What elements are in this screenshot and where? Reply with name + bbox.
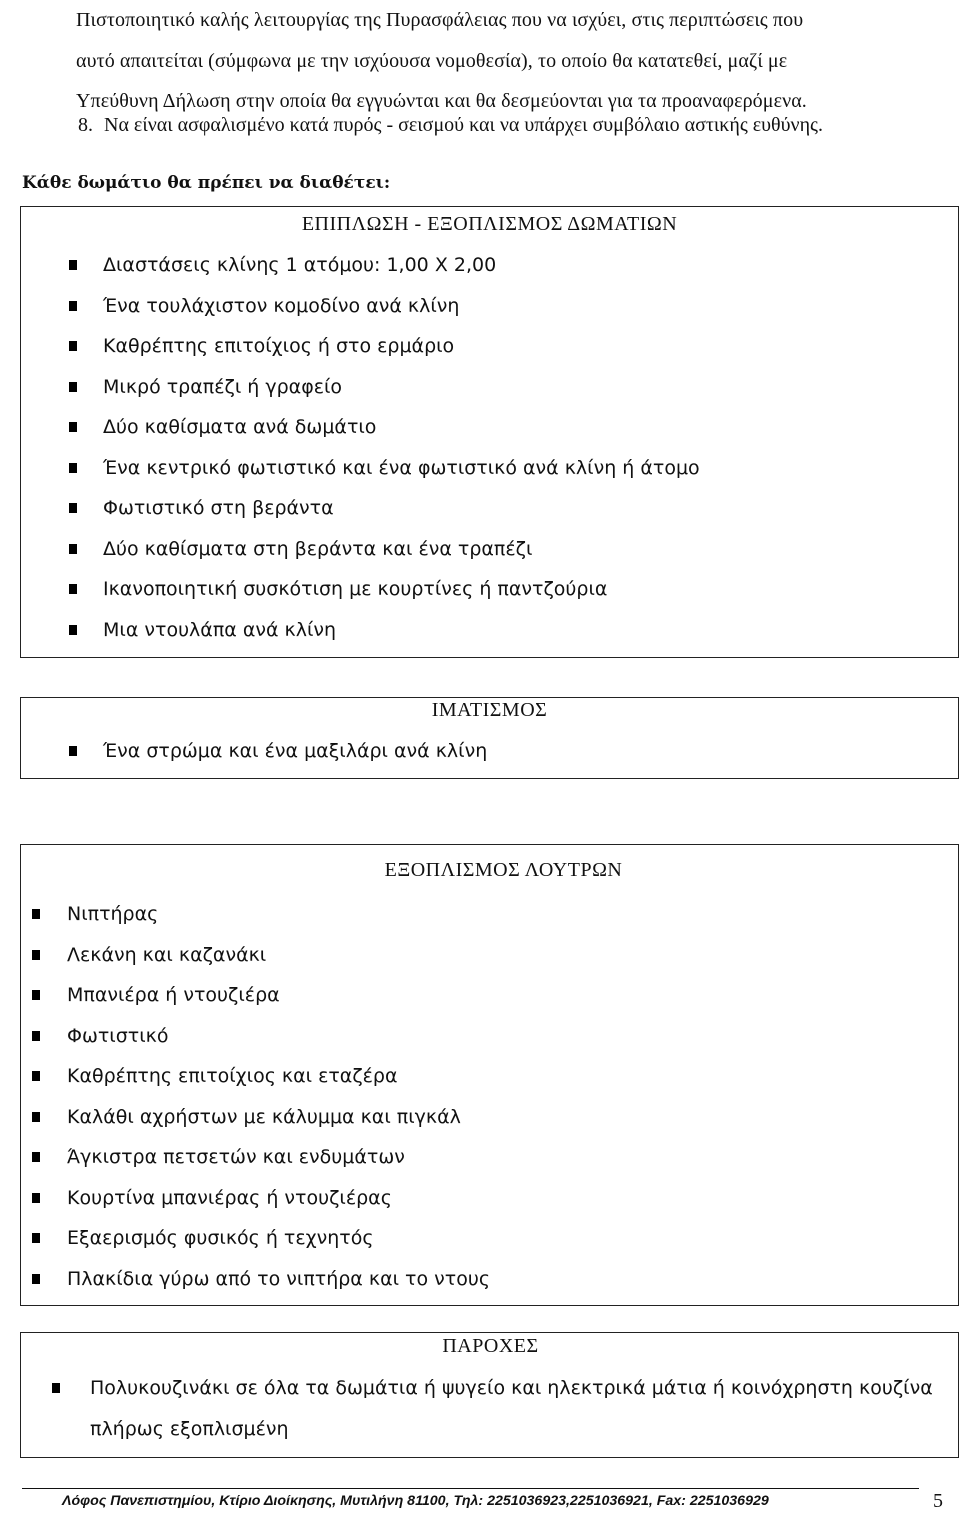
- list-item-text: Νιπτήρας: [67, 903, 159, 925]
- page-number: 5: [933, 1490, 943, 1512]
- list-item: [32, 975, 490, 1016]
- list-item-text: Εξαερισμός φυσικός ή τεχνητός: [67, 1227, 374, 1249]
- list-item-text: Δύο καθίσματα ανά δωμάτιο: [103, 416, 377, 438]
- box-title-text: ΙΜΑΤΙΣΜΟΣ: [431, 699, 548, 721]
- list-item-text: πλήρως εξοπλισμένη: [90, 1417, 289, 1440]
- linen-title: [21, 699, 958, 722]
- list-item: [69, 488, 700, 529]
- intro-paragraph: [76, 0, 946, 122]
- bullet-square-icon: [69, 301, 77, 311]
- list-item: [32, 1097, 490, 1138]
- bullet-square-icon: [69, 341, 77, 351]
- footer-address: Λόφος Πανεπιστημίου, Κτίριο Διοίκησης, Μυτιλήνη 81100, Τηλ: 2251036923,2251036921, Fax: 2251036929: [62, 1493, 769, 1509]
- rooms-equipment-title: [21, 213, 958, 236]
- item-text: Να είναι ασφαλισμένο κατά πυρός - σεισμού και να υπάρχει συμβόλαιο αστικής ευθύνης.: [104, 114, 823, 136]
- numbered-item: [78, 114, 823, 137]
- list-item: [52, 1368, 933, 1409]
- list-item: [32, 1218, 490, 1259]
- linen-items-list: [69, 731, 487, 772]
- intro-line: Πιστοποιητικό καλής λειτουργίας της Πυρασφάλειας που να ισχύει, στις περιπτώσεις που: [76, 9, 804, 31]
- bullet-square-icon: [32, 1112, 40, 1122]
- provisions-box: [20, 1332, 959, 1458]
- list-item: [32, 935, 490, 976]
- bullet-square-icon: [69, 260, 77, 270]
- list-item-continuation: [52, 1409, 933, 1450]
- bullet-square-icon: [69, 584, 77, 594]
- list-item: [32, 1016, 490, 1057]
- item-number: 8.: [78, 114, 93, 136]
- list-item: [32, 1259, 490, 1300]
- bullet-square-icon: [69, 503, 77, 513]
- bullet-square-icon: [32, 1274, 40, 1284]
- bullet-square-icon: [69, 625, 77, 635]
- list-item-text: Πολυκουζινάκι σε όλα τα δωμάτια ή ψυγείο και ηλεκτρικά μάτια ή κοινόχρηστη κουζίνα: [90, 1377, 933, 1399]
- list-item-text: Μια ντουλάπα ανά κλίνη: [103, 618, 337, 641]
- bullet-square-icon: [69, 422, 77, 432]
- list-item: [69, 529, 700, 570]
- bullet-square-icon: [32, 950, 40, 960]
- bullet-square-icon: [32, 1152, 40, 1162]
- list-item-text: Ένα στρώμα και ένα μαξιλάρι ανά κλίνη: [103, 740, 488, 762]
- box-title-text: ΕΠΙΠΛΩΣΗ - ΕΞΟΠΛΙΣΜΟΣ ΔΩΜΑΤΙΩΝ: [301, 213, 678, 235]
- list-item: [69, 245, 700, 286]
- list-item-text: Δύο καθίσματα στη βεράντα και ένα τραπέζι: [103, 537, 533, 560]
- list-item: [32, 1137, 490, 1178]
- provisions-title: [21, 1335, 958, 1358]
- list-item: [69, 367, 700, 408]
- list-item: [69, 569, 700, 610]
- list-item: [69, 407, 700, 448]
- bathroom-equipment-box: [20, 844, 959, 1306]
- list-item-text: Ικανοποιητική συσκότιση με κουρτίνες ή παντζούρια: [103, 578, 608, 600]
- box-title-text: ΕΞΟΠΛΙΣΜΟΣ ΛΟΥΤΡΩΝ: [384, 859, 623, 881]
- provisions-items-list: [52, 1368, 933, 1449]
- bullet-square-icon: [69, 382, 77, 392]
- list-item-text: Καθρέπτης επιτοίχιος ή στο ερμάριο: [103, 335, 455, 357]
- list-item-text: Λεκάνη και καζανάκι: [67, 943, 267, 966]
- bullet-square-icon: [32, 1031, 40, 1041]
- list-item: [32, 1178, 490, 1219]
- list-item-text: Φωτιστικό στη βεράντα: [103, 497, 334, 519]
- bullet-square-icon: [52, 1383, 60, 1393]
- list-item-text: Ένα τουλάχιστον κομοδίνο ανά κλίνη: [103, 294, 460, 317]
- list-item: [32, 894, 490, 935]
- bullet-square-icon: [32, 1193, 40, 1203]
- list-item: [69, 286, 700, 327]
- list-item-text: Πλακίδια γύρω από το νιπτήρα και το ντους: [67, 1267, 490, 1290]
- list-item-text: Κουρτίνα μπανιέρας ή ντουζιέρας: [67, 1186, 392, 1209]
- intro-line: αυτό απαιτείται (σύμφωνα με την ισχύουσα νομοθεσία), το οποίο θα κατατεθεί, μαζί με: [76, 49, 788, 72]
- rooms-equipment-box: [20, 206, 959, 658]
- list-item-text: Μικρό τραπέζι ή γραφείο: [103, 375, 343, 398]
- list-item: [69, 326, 700, 367]
- list-item: [69, 731, 487, 772]
- linen-box: [20, 697, 959, 779]
- bullet-square-icon: [32, 1071, 40, 1081]
- bathroom-items-list: [32, 894, 490, 1299]
- list-item-text: Ένα κεντρικό φωτιστικό και ένα φωτιστικό ανά κλίνη ή άτομο: [103, 456, 700, 479]
- list-item: [69, 448, 700, 489]
- section-heading: Κάθε δωμάτιο θα πρέπει να διαθέτει:: [22, 173, 391, 193]
- list-item-text: Φωτιστικό: [67, 1024, 169, 1047]
- footer-divider: [22, 1488, 919, 1489]
- list-item: [69, 610, 700, 651]
- list-item-text: Διαστάσεις κλίνης 1 ατόμου: 1,00 Χ 2,00: [103, 254, 497, 276]
- bullet-square-icon: [69, 746, 77, 756]
- box-title-text: ΠΑΡΟΧΕΣ: [442, 1335, 539, 1357]
- bullet-square-icon: [32, 990, 40, 1000]
- bullet-square-icon: [69, 544, 77, 554]
- list-item-text: Άγκιστρα πετσετών και ενδυμάτων: [67, 1146, 405, 1168]
- list-item-text: Καθρέπτης επιτοίχιος και εταζέρα: [67, 1065, 398, 1087]
- list-item-text: Καλάθι αχρήστων με κάλυμμα και πιγκάλ: [67, 1105, 461, 1128]
- list-item: [32, 1056, 490, 1097]
- bullet-square-icon: [32, 909, 40, 919]
- bathroom-equipment-title: [21, 859, 958, 882]
- bullet-square-icon: [32, 1233, 40, 1243]
- list-item-text: Μπανιέρα ή ντουζιέρα: [67, 984, 280, 1006]
- rooms-items-list: [69, 245, 700, 650]
- intro-line: Υπεύθυνη Δήλωση στην οποία θα εγγυώνται και θα δεσμεύονται για τα προαναφερόμενα.: [76, 90, 807, 112]
- bullet-square-icon: [69, 463, 77, 473]
